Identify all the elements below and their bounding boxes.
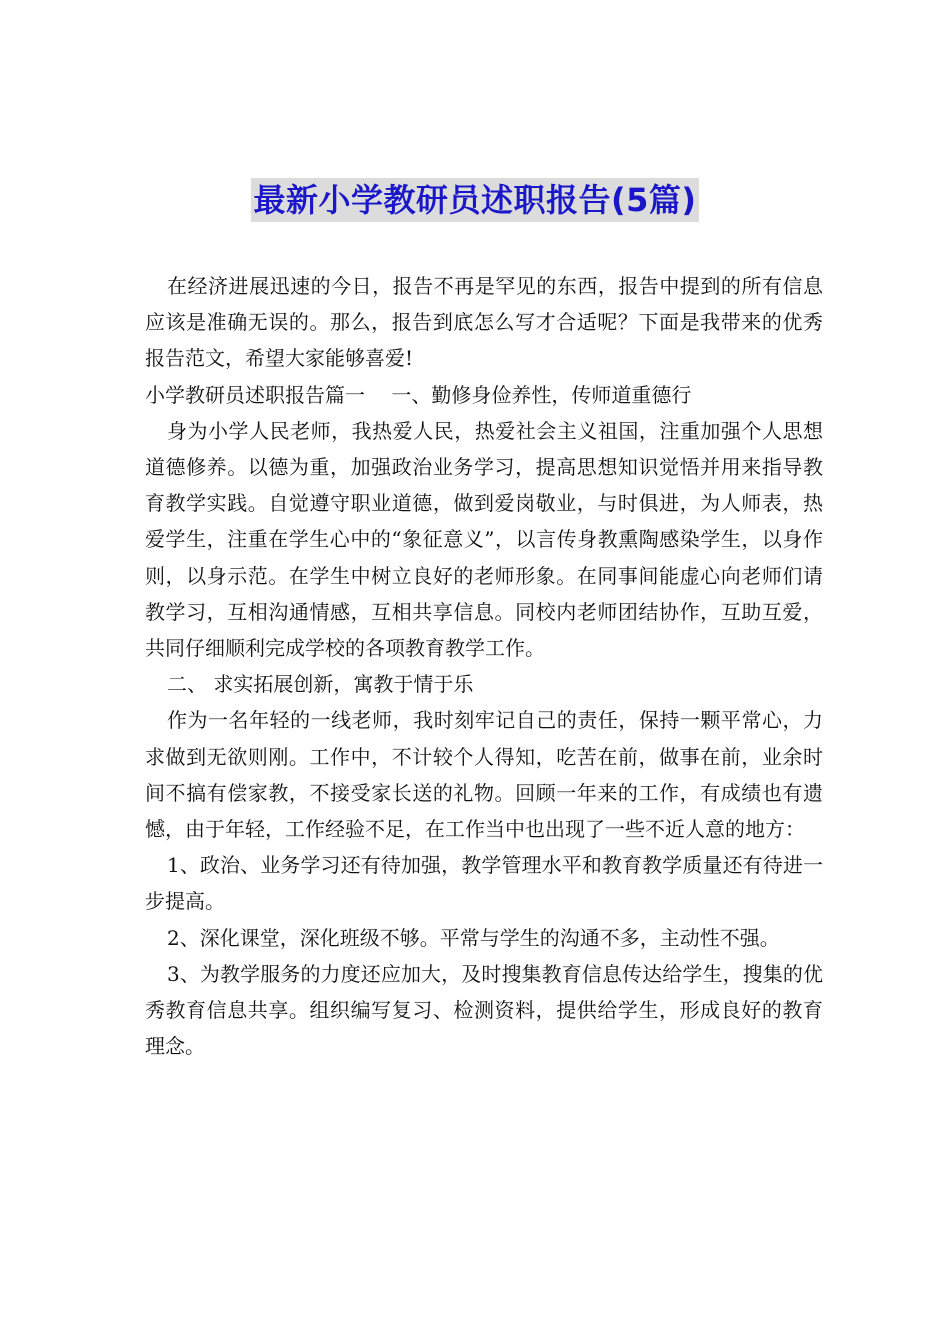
list-item: 2、深化课堂，深化班级不够。平常与学生的沟通不多，主动性不强。 xyxy=(167,925,780,950)
title-container xyxy=(0,178,950,222)
body-paragraph: 身为小学人民老师，我热爱人民，热爱社会主义祖国，注重加强个人思想道德修养。以德为重，加强政治业务学习，提高思想知识觉悟并用来指导教育教学实践。自觉遵守职业道德，做到爱岗敬业，与时俱进，为人师表，热爱学生，注重在学生心中的“象征意义”，以言传身教熏陶感染学生，以身作则，以身示范。在学生中树立良好的老师形象。在同事间能虚心向老师们请教学习，互相沟通情感，互相共享信息。同校内老师团结协作，互助互爱，共同仔细顺利完成学校的各项教育教学工作。 xyxy=(145,418,823,661)
list-item: 3、为教学服务的力度还应加大，及时搜集教育信息传达给学生，搜集的优秀教育信息共享。组织编写复习、检测资料，提供给学生，形成良好的教育理念。 xyxy=(145,961,823,1059)
list-item: 1、政治、业务学习还有待加强，教学管理水平和教育教学质量还有待进一步提高。 xyxy=(145,853,823,914)
section-heading-1: 小学教研员述职报告篇一 一、勤修身俭养性，传师道重德行 xyxy=(145,382,692,407)
intro-paragraph: 在经济进展迅速的今日，报告不再是罕见的东西，报告中提到的所有信息应该是准确无误的。那么，报告到底怎么写才合适呢？下面是我带来的优秀报告范文，希望大家能够喜爱! xyxy=(145,274,823,371)
section-heading-2: 二、 求实拓展创新，寓教于情于乐 xyxy=(167,672,474,697)
document-body xyxy=(145,268,823,1064)
document-title: 最新小学教研员述职报告(5篇) xyxy=(251,178,698,222)
body-paragraph: 作为一名年轻的一线老师，我时刻牢记自己的责任，保持一颗平常心，力求做到无欲则刚。工作中，不计较个人得知，吃苦在前，做事在前，业余时间不搞有偿家教，不接受家长送的礼物。回顾一年来的工作，有成绩也有遗憾，由于年轻，工作经验不足，在工作当中也出现了一些不近人意的地方： xyxy=(145,708,823,842)
